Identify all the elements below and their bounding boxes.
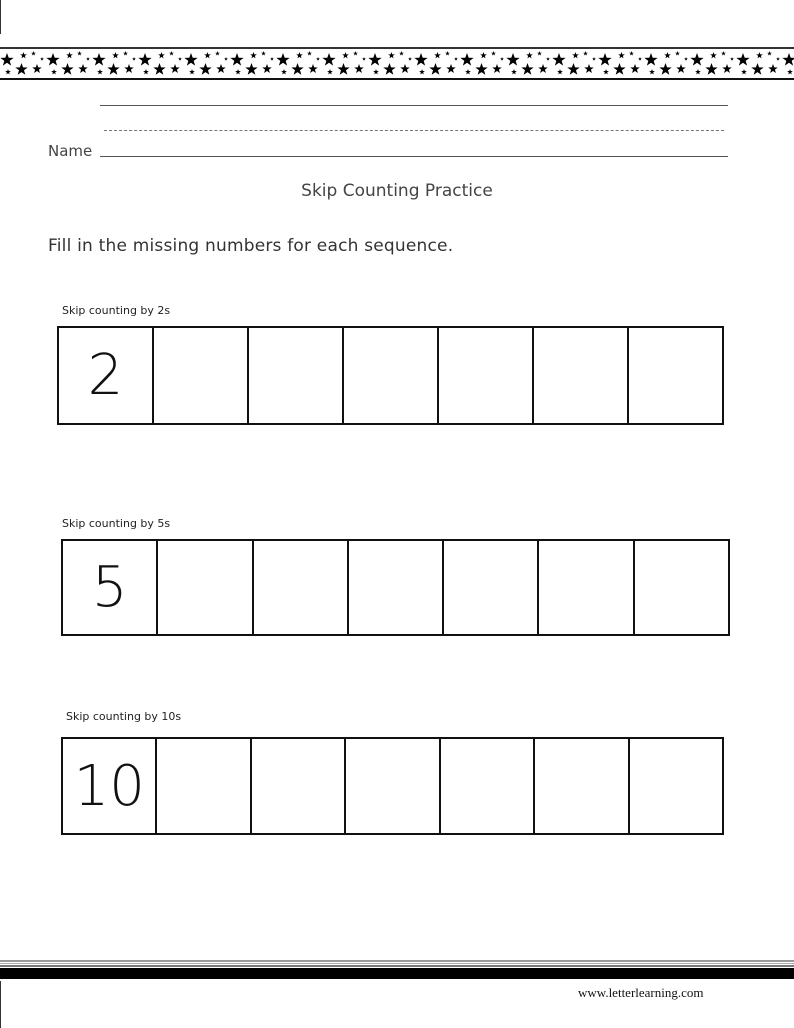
answer-cell[interactable] (628, 739, 722, 833)
footer-url: www.letterlearning.com (578, 985, 704, 1000)
instructions: Fill in the missing numbers for each sequence. (48, 236, 454, 256)
sequence-label: Skip counting by 2s (62, 304, 171, 317)
answer-cell[interactable] (537, 541, 632, 634)
sequence-cell: 10 (73, 753, 145, 819)
sequence-cell: 5 (91, 555, 128, 620)
answer-cell[interactable] (442, 541, 537, 634)
left-margin-mark (0, 981, 1, 1028)
name-mid-dashed-line (104, 130, 724, 131)
answer-cell[interactable] (342, 328, 437, 423)
worksheet-title: Skip Counting Practice (301, 181, 493, 201)
sequence-label: Skip counting by 5s (62, 517, 171, 530)
answer-cell[interactable] (252, 541, 347, 634)
answer-cell[interactable] (633, 541, 728, 634)
sequence-label: Skip counting by 10s (66, 710, 182, 723)
answer-cell[interactable] (533, 739, 627, 833)
sequence-cell: 2 (87, 343, 124, 408)
sequence-row-5s (61, 539, 730, 636)
left-margin-mark (0, 0, 1, 34)
name-top-line (100, 105, 728, 106)
answer-cell[interactable] (250, 739, 344, 833)
answer-cell[interactable] (156, 541, 251, 634)
answer-cell[interactable] (155, 739, 249, 833)
footer-border (0, 960, 794, 981)
answer-cell[interactable] (152, 328, 247, 423)
answer-cell[interactable] (439, 739, 533, 833)
answer-cell[interactable] (532, 328, 627, 423)
answer-cell[interactable] (627, 328, 722, 423)
answer-cell[interactable] (247, 328, 342, 423)
name-label: Name (48, 142, 93, 160)
answer-cell[interactable] (347, 541, 442, 634)
answer-cell[interactable] (437, 328, 532, 423)
sequence-row-2s (57, 326, 724, 425)
answer-cell[interactable] (344, 739, 438, 833)
star-border (0, 47, 794, 81)
name-field[interactable] (100, 156, 728, 157)
sequence-row-10s (61, 737, 724, 835)
